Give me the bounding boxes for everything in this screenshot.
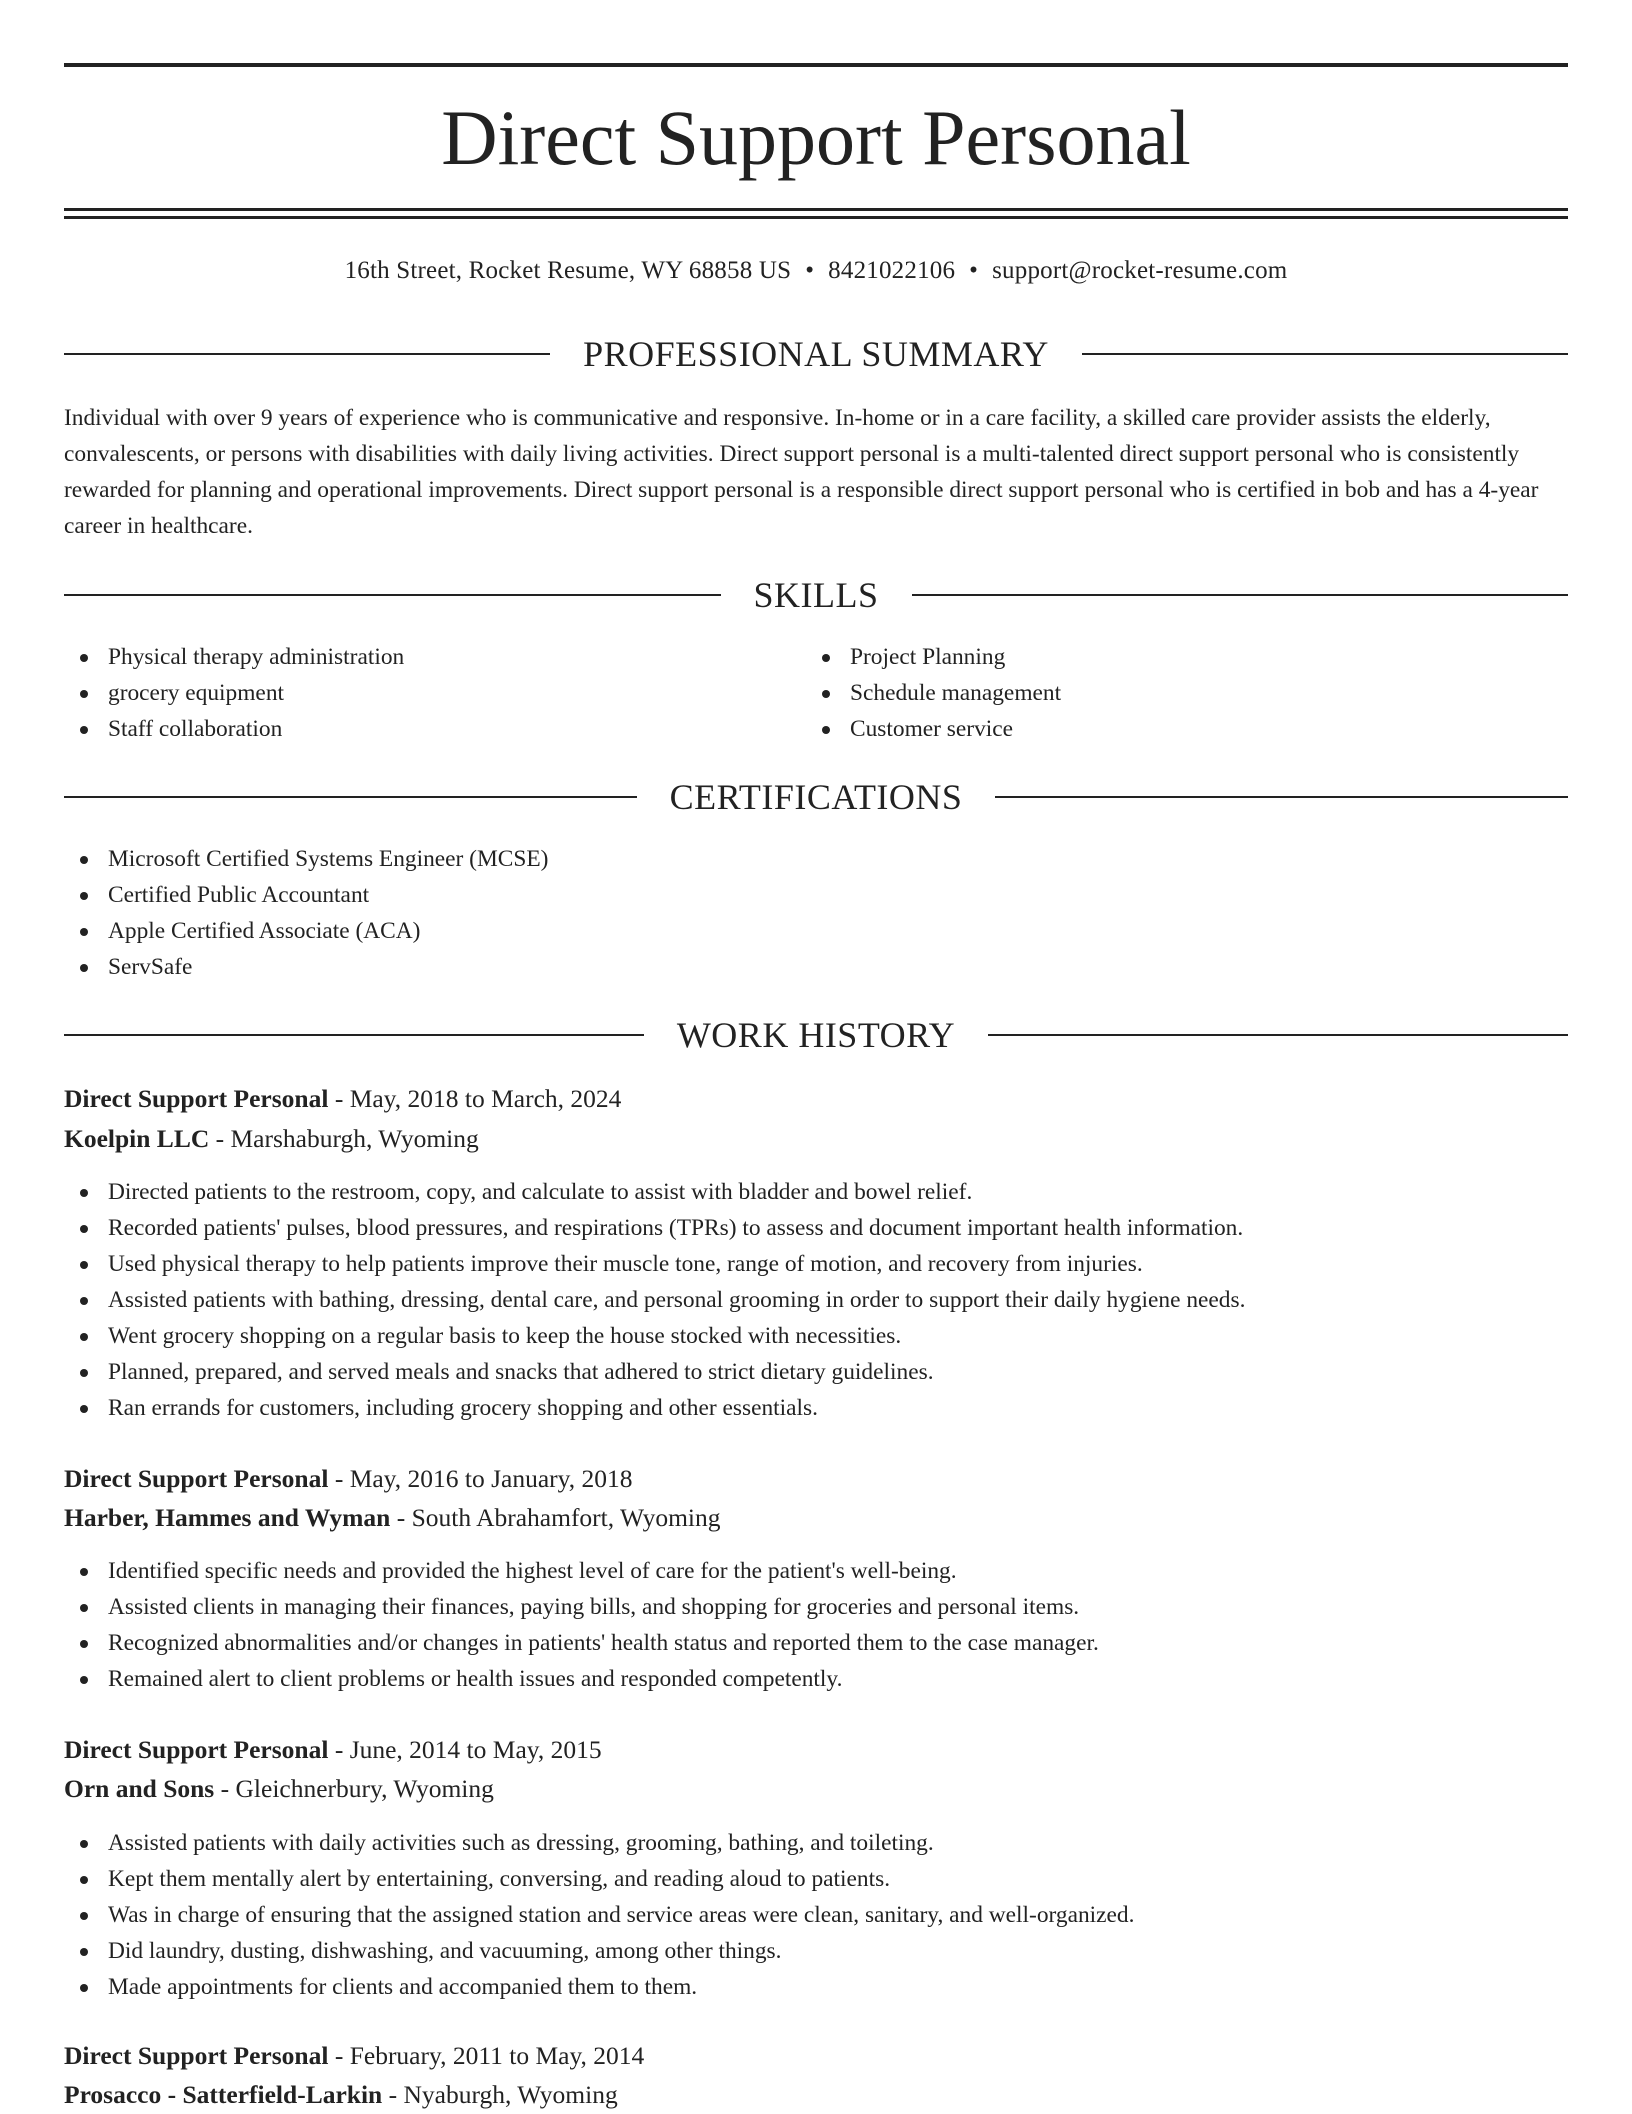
skills-list-left — [64, 639, 404, 747]
job-dash: - — [214, 1774, 236, 1803]
job-company-line — [64, 1120, 479, 1158]
job-duty-item: Planned, prepared, and served meals and snacks that adhered to strict dietary guidelines. — [64, 1354, 1245, 1390]
job-location: Nyaburgh, Wyoming — [403, 2080, 618, 2109]
contact-address: 16th Street, Rocket Resume, WY 68858 US — [344, 257, 792, 284]
contact-line — [64, 254, 1568, 288]
certification-item: Apple Certified Associate (ACA) — [64, 913, 548, 949]
job-duties-list — [64, 1553, 1099, 1697]
job-duty-item: Recognized abnormalities and/or changes in patients' health status and reported them to the case manager. — [64, 1625, 1099, 1661]
job-duty-item: Did laundry, dusting, dishwashing, and vacuuming, among other things. — [64, 1933, 1134, 1969]
job-company: Harber, Hammes and Wyman — [64, 1503, 391, 1532]
skill-item: Customer service — [806, 711, 1061, 747]
job-duties-list — [64, 1174, 1245, 1426]
resume-title: Direct Support Personal — [441, 94, 1191, 181]
section-heading-label: PROFESSIONAL SUMMARY — [583, 334, 1049, 374]
certification-item: Certified Public Accountant — [64, 877, 548, 913]
header-double-rule-upper — [64, 208, 1568, 211]
job-dash: - — [382, 2080, 404, 2109]
job-dash: - — [209, 1124, 231, 1153]
heading-rule-right — [1082, 353, 1568, 355]
job-duty-item: Remained alert to client problems or health issues and responded competently. — [64, 1661, 1099, 1697]
skill-item: Staff collaboration — [64, 711, 404, 747]
job-duty-item: Assisted patients with daily activities such as dressing, grooming, bathing, and toileting. — [64, 1825, 1134, 1861]
heading-rule-right — [988, 1034, 1568, 1036]
certification-item: Microsoft Certified Systems Engineer (MCSE) — [64, 841, 548, 877]
job-company-line — [64, 2076, 618, 2114]
job-duty-item: Assisted clients in managing their finances, paying bills, and shopping for groceries and personal items. — [64, 1589, 1099, 1625]
job-location: Gleichnerbury, Wyoming — [235, 1774, 494, 1803]
job-dash: - — [328, 1084, 350, 1113]
skills-list-right — [806, 639, 1061, 747]
contact-email: support@rocket-resume.com — [992, 257, 1288, 284]
skill-item: Schedule management — [806, 675, 1061, 711]
section-heading-certifications — [64, 775, 1568, 819]
certification-item: ServSafe — [64, 949, 548, 985]
job-dates: May, 2018 to March, 2024 — [349, 1084, 622, 1113]
job-duty-item: Assisted patients with bathing, dressing, dental care, and personal grooming in order to support their daily hygiene needs. — [64, 1282, 1245, 1318]
summary-paragraph: Individual with over 9 years of experience who is communicative and responsive. In-home or in a care facility, a skilled care provider assists the elderly, convalescents, or persons with disabilities with daily living activities. Direct support personal is a multi-talented direct support personal who is consistently rewarded for planning and operational improvements. Direct support personal is a responsible direct support personal who is certified in bob and has a 4-year career in healthcare. — [64, 405, 1539, 539]
section-heading-label: CERTIFICATIONS — [669, 777, 963, 817]
contact-separator: • — [805, 257, 815, 284]
job-dates: June, 2014 to May, 2015 — [349, 1735, 602, 1764]
heading-rule-left — [64, 594, 721, 596]
job-duty-item: Made appointments for clients and accompanied them to them. — [64, 1969, 1134, 2005]
section-heading-label: WORK HISTORY — [676, 1015, 956, 1055]
job-duty-item: Went grocery shopping on a regular basis to keep the house stocked with necessities. — [64, 1318, 1245, 1354]
skill-item: Project Planning — [806, 639, 1061, 675]
job-dates: May, 2016 to January, 2018 — [349, 1464, 633, 1493]
contact-separator: • — [969, 257, 979, 284]
job-company: Orn and Sons — [64, 1774, 215, 1803]
job-company: Prosacco - Satterfield-Larkin — [64, 2080, 383, 2109]
job-duty-item: Identified specific needs and provided the highest level of care for the patient's well-being. — [64, 1553, 1099, 1589]
heading-rule-left — [64, 353, 550, 355]
job-duty-item: Used physical therapy to help patients improve their muscle tone, range of motion, and recovery from injuries. — [64, 1246, 1245, 1282]
job-title: Direct Support Personal — [64, 1084, 329, 1113]
job-dates: February, 2011 to May, 2014 — [349, 2041, 645, 2070]
job-title: Direct Support Personal — [64, 2041, 329, 2070]
skill-item: grocery equipment — [64, 675, 404, 711]
job-duty-item: Directed patients to the restroom, copy, and calculate to assist with bladder and bowel relief. — [64, 1174, 1245, 1210]
heading-rule-right — [995, 796, 1568, 798]
section-heading-label: SKILLS — [753, 575, 879, 615]
section-heading-summary — [64, 332, 1568, 376]
job-title-line — [64, 1460, 633, 1498]
job-dash: - — [328, 2041, 350, 2070]
job-duty-item: Kept them mentally alert by entertaining, conversing, and reading aloud to patients. — [64, 1861, 1134, 1897]
certifications-list — [64, 841, 548, 985]
job-dash: - — [328, 1735, 350, 1764]
job-company-line — [64, 1499, 721, 1537]
job-company-line — [64, 1770, 494, 1808]
job-company: Koelpin LLC — [64, 1124, 210, 1153]
job-duty-item: Ran errands for customers, including grocery shopping and other essentials. — [64, 1390, 1245, 1426]
job-location: Marshaburgh, Wyoming — [230, 1124, 479, 1153]
heading-rule-right — [912, 594, 1569, 596]
job-dash: - — [390, 1503, 412, 1532]
job-title-line — [64, 2037, 644, 2075]
header-double-rule-lower — [64, 216, 1568, 219]
job-title: Direct Support Personal — [64, 1464, 329, 1493]
job-dash: - — [328, 1464, 350, 1493]
job-title-line — [64, 1080, 621, 1118]
job-duty-item: Recorded patients' pulses, blood pressures, and respirations (TPRs) to assess and document important health information. — [64, 1210, 1245, 1246]
contact-phone: 8421022106 — [828, 257, 956, 284]
skill-item: Physical therapy administration — [64, 639, 404, 675]
job-duty-item: Was in charge of ensuring that the assigned station and service areas were clean, sanitary, and well-organized. — [64, 1897, 1134, 1933]
job-title-line — [64, 1731, 602, 1769]
section-heading-skills — [64, 573, 1568, 617]
section-heading-work-history — [64, 1013, 1568, 1057]
job-title: Direct Support Personal — [64, 1735, 329, 1764]
job-duties-list — [64, 1825, 1134, 2005]
heading-rule-left — [64, 796, 637, 798]
job-location: South Abrahamfort, Wyoming — [411, 1503, 721, 1532]
heading-rule-left — [64, 1034, 644, 1036]
header-top-rule — [64, 63, 1568, 67]
